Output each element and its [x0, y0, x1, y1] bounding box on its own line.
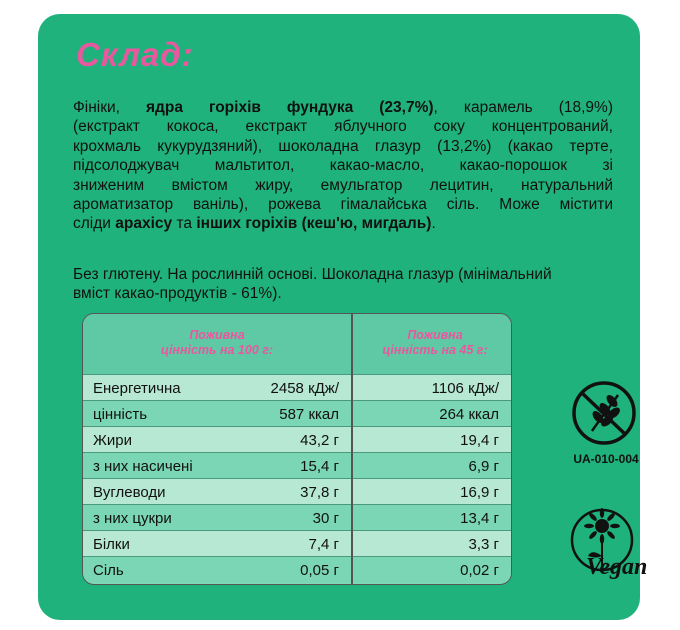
- value-per-100g: 15,4 г: [300, 458, 339, 475]
- ingredients-line: [73, 98, 613, 117]
- value-per-45g: 13,4 г: [460, 510, 499, 527]
- ingredients-line: [73, 214, 613, 233]
- value-per-100g: 43,2 г: [300, 432, 339, 449]
- nutrient-name: цінність: [93, 406, 148, 423]
- table-row: [83, 374, 511, 401]
- value-per-100g: 587 ккал: [279, 406, 339, 423]
- ingredients-line: [73, 156, 613, 175]
- ingredient-text: .: [431, 215, 436, 233]
- table-row: [83, 530, 511, 557]
- ingredient-bold-text: ядра горіхів фундука (23,7%): [145, 99, 434, 116]
- nutrient-name: Енергетична: [93, 380, 181, 397]
- ingredients-card: [38, 14, 648, 620]
- nutrient-name: Жири: [93, 432, 132, 449]
- table-row: [83, 426, 511, 453]
- value-per-45g: 19,4 г: [460, 432, 499, 449]
- gluten-free-code: UA-010-004: [573, 452, 639, 466]
- header-text: Поживна: [407, 328, 463, 342]
- ingredient-text: підсолоджувач мальтитол, какао-масло, какао-порошок зі: [73, 157, 613, 175]
- vegan-label: Vegan: [586, 554, 648, 580]
- value-per-100g: 7,4 г: [308, 536, 339, 553]
- header-per-45g: [365, 328, 505, 358]
- table-row: [83, 504, 511, 531]
- value-per-45g: 264 ккал: [439, 406, 499, 423]
- nutrition-table-header: [83, 314, 511, 374]
- ingredient-text: зниженим вмістом жиру, емульгатор лецитин, натуральний: [73, 176, 613, 194]
- page-title: Склад:: [76, 36, 194, 73]
- column-divider: [351, 314, 353, 584]
- value-per-100g: 0,05 г: [300, 562, 339, 579]
- value-per-45g: 0,02 г: [460, 562, 499, 579]
- table-row: [83, 556, 511, 583]
- ingredients-line: [73, 117, 613, 136]
- ingredients-line: [73, 137, 613, 156]
- value-per-45g: 3,3 г: [468, 536, 499, 553]
- value-per-100g: 37,8 г: [300, 484, 339, 501]
- nutrient-name: Білки: [93, 536, 130, 553]
- table-row: [83, 400, 511, 427]
- value-per-45g: 6,9 г: [468, 458, 499, 475]
- nutrition-table: [82, 313, 512, 585]
- header-text: цінність на 45 г:: [382, 343, 488, 357]
- value-per-45g: 16,9 г: [460, 484, 499, 501]
- value-per-100g: 30 г: [312, 510, 339, 527]
- header-text: цінність на 100 г:: [160, 343, 274, 357]
- ingredient-text: (екстракт кокоса, екстракт яблучного соку концентрований,: [73, 118, 613, 136]
- allergen-note: [73, 265, 618, 304]
- value-per-45g: 1106 кДж/: [431, 380, 499, 397]
- table-row: [83, 478, 511, 505]
- nutrient-name: з них насичені: [93, 458, 193, 475]
- header-per-100g: [97, 328, 337, 358]
- crossed-grain-icon: [570, 379, 638, 447]
- ingredient-text: та: [172, 215, 197, 233]
- ingredients-line: [73, 195, 613, 214]
- ingredient-text: ароматизатор ваніль), рожева гімалайська сіль. Може містити: [73, 196, 613, 214]
- note-line: вміст какао-продуктів - 61%).: [73, 285, 282, 303]
- value-per-100g: 2458 кДж/: [270, 380, 339, 397]
- vegan-sunflower-icon: [566, 500, 666, 582]
- table-row: [83, 452, 511, 479]
- ingredient-text: крохмаль кукурудзяний), шоколадна глазур (13,2%) (какао терте,: [73, 137, 613, 155]
- nutrient-name: Сіль: [93, 562, 124, 579]
- header-text: Поживна: [189, 328, 245, 342]
- nutrient-name: з них цукри: [93, 510, 172, 527]
- ingredient-bold-text: інших горіхів (кеш'ю, мигдаль): [196, 215, 432, 233]
- ingredient-text: , карамель (18,9%): [433, 99, 613, 116]
- nutrient-name: Вуглеводи: [93, 484, 166, 501]
- ingredient-text: сліди: [73, 215, 116, 233]
- ingredient-text: Фініки,: [73, 99, 146, 116]
- note-line: Без глютену. На рослинній основі. Шоколадна глазур (мінімальний: [73, 266, 552, 283]
- ingredient-bold-text: арахісу: [115, 215, 173, 233]
- ingredients-line: [73, 176, 613, 195]
- ingredients-text: [73, 98, 613, 234]
